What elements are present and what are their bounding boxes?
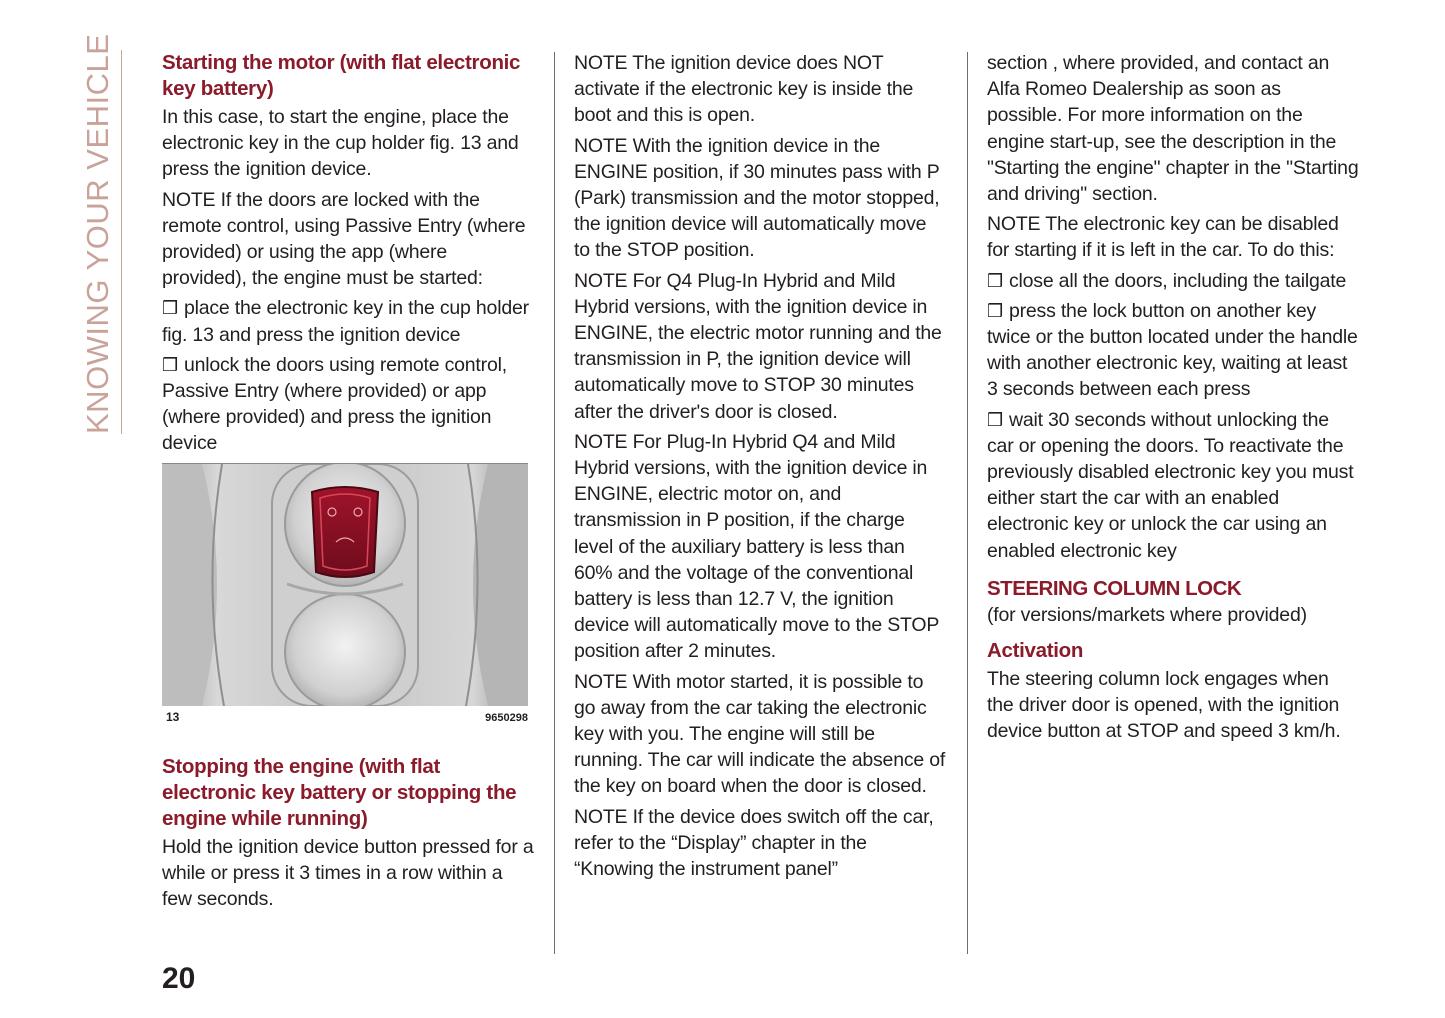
figure-code: 9650298 (485, 711, 528, 724)
note-paragraph: NOTE For Q4 Plug-In Hybrid and Mild Hybrid versions, with the ignition device in ENGINE, the electric motor running and the transmission in P, the ignition device will automatically move to STOP 30 minutes after the driver's door is closed. (574, 269, 942, 423)
paragraph-dealership: section , where provided, and contact an Alfa Romeo Dealership as soon as possible. For more information on the engine start-up, see the description in the "Starting the engine" chapter in the "Starting and driving" section. (987, 52, 1359, 206)
bullet-item (162, 352, 534, 457)
figure-number: 13 (166, 709, 180, 724)
bullet-text: close all the doors, including the tailgate (1008, 269, 1347, 292)
figure-caption (162, 706, 534, 726)
column-divider-1 (554, 52, 555, 954)
paragraph-activation: The steering column lock engages when the driver door is opened, with the ignition device button at STOP and speed 3 km/h. (987, 668, 1341, 743)
section-label: KNOWING YOUR VEHICLE (80, 33, 115, 434)
bullet-item (987, 298, 1359, 403)
note-paragraph: NOTE If the device does switch off the car, refer to the “Display” chapter in the “Knowing the instrument panel” (574, 805, 934, 881)
heading-steering-column-lock: STEERING COLUMN LOCK (987, 576, 1242, 600)
checkbox-bullet-icon: ❒ (987, 300, 1003, 321)
note-paragraph: NOTE The ignition device does NOT activate if the electronic key is inside the boot and this is open. (574, 52, 914, 127)
bullet-text: place the electronic key in the cup holder fig. 13 and press the ignition device (162, 297, 529, 346)
note-locked-doors: NOTE If the doors are locked with the remote control, using Passive Entry (where provided) or using the app (where provided), the engine must be started: (162, 188, 526, 290)
bullet-text: press the lock button on another key twice or the button located under the handle with another electronic key, waiting at least 3 seconds between each press (987, 299, 1358, 401)
bullet-item (987, 407, 1359, 564)
paragraph-stop-instructions: Hold the ignition device button pressed for a while or press it 3 times in a row within a few seconds. (162, 835, 534, 911)
bullet-item (162, 295, 534, 347)
heading-activation: Activation (987, 639, 1084, 663)
note-paragraph: NOTE For Plug-In Hybrid Q4 and Mild Hybrid versions, with the ignition device in ENGINE, electric motor on, and transmission in P position, if the charge level of the auxiliary battery is less than 60% and the voltage of the conventional battery is less than 12.7 V, the ignition device will automatically move to the STOP position after 2 minutes. (574, 430, 939, 663)
bullet-item (987, 268, 1359, 294)
section-side-tab (78, 33, 122, 434)
note-paragraph: NOTE With motor started, it is possible to go away from the car taking the electronic key with you. The engine will still be running. The car will indicate the absence of the key on board when the door is closed. (574, 670, 946, 798)
note-disable-key: NOTE The electronic key can be disabled for starting if it is left in the car. To do this: (987, 213, 1339, 262)
column-2 (574, 50, 946, 886)
steering-subtitle: (for versions/markets where provided) (987, 603, 1307, 626)
column-1 (162, 50, 534, 916)
checkbox-bullet-icon: ❒ (162, 354, 178, 375)
column-divider-2 (967, 52, 968, 954)
paragraph-start-instructions: In this case, to start the engine, place the electronic key in the cup holder fig. 13 and press the ignition device. (162, 106, 519, 181)
column-3 (987, 50, 1359, 749)
note-paragraph: NOTE With the ignition device in the ENGINE position, if 30 minutes pass with P (Park) transmission and the motor stopped, the ignition device will automatically move to the STOP position. (574, 134, 940, 262)
page-number: 20 (162, 962, 196, 995)
section-side-rule (121, 50, 122, 434)
heading-stopping-engine: Stopping the engine (with flat electronic key battery or stopping the engine while running) (162, 754, 517, 830)
checkbox-bullet-icon: ❒ (987, 409, 1003, 430)
electronic-key-in-cup-holder-image (162, 464, 528, 706)
checkbox-bullet-icon: ❒ (162, 298, 178, 319)
checkbox-bullet-icon: ❒ (987, 270, 1003, 291)
figure-13-key-in-cup-holder (162, 463, 528, 706)
bullet-text: wait 30 seconds without unlocking the car or opening the doors. To reactivate the previously disabled electronic key you must either start the car with an enabled electronic key or unlock the car using an enabled electronic key (987, 408, 1354, 562)
heading-starting-motor: Starting the motor (with flat electronic key battery) (162, 51, 521, 100)
bullet-text: unlock the doors using remote control, Passive Entry (where provided) or app (where provided) and press the ignition device (162, 353, 507, 455)
